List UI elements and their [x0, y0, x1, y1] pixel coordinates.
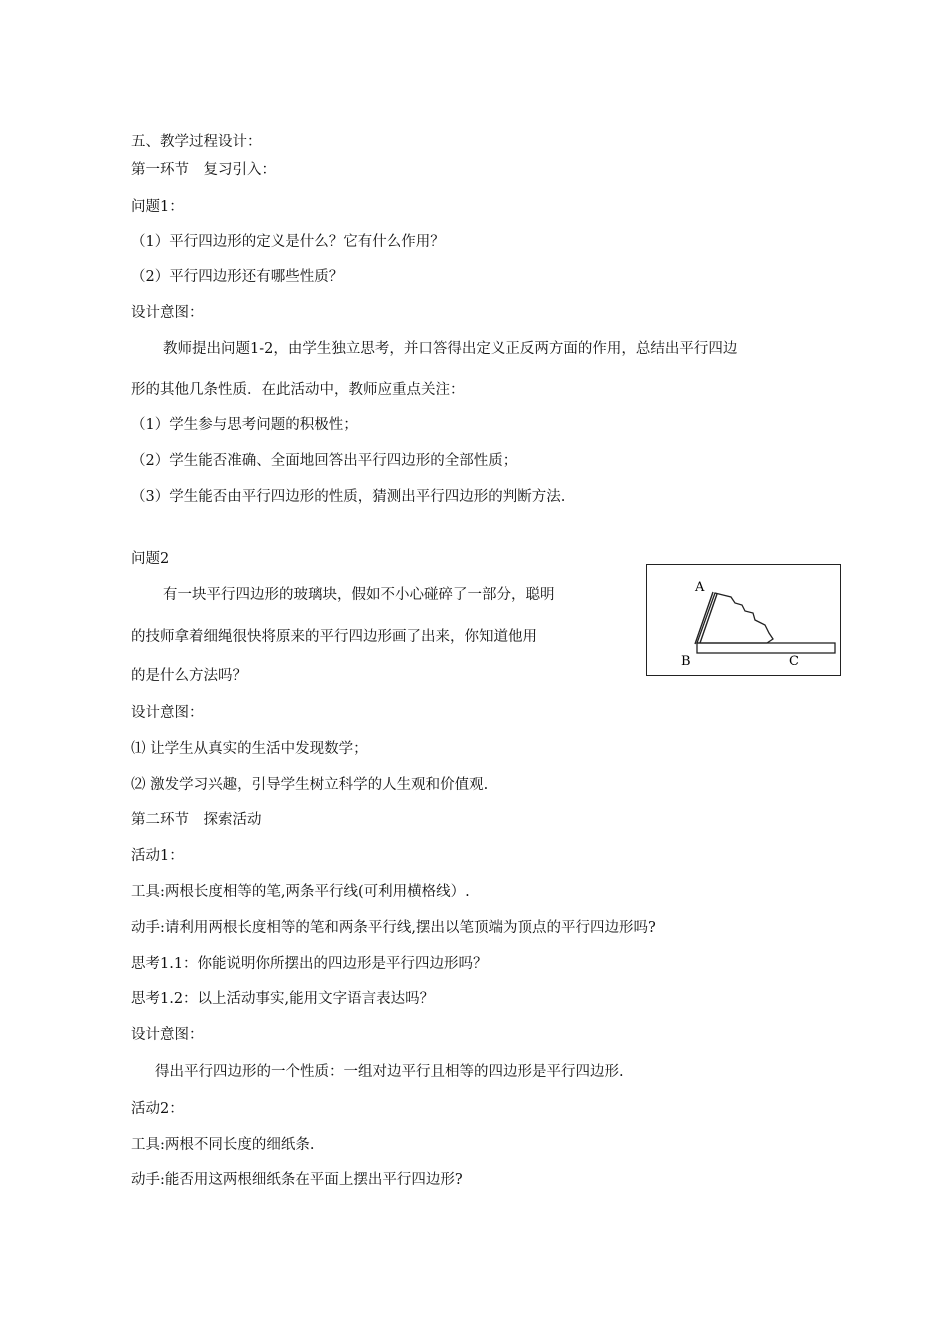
vertex-label-b: B: [681, 654, 691, 669]
edge-bc: [697, 643, 835, 653]
broken-glass-figure: [646, 564, 841, 676]
part1-heading: 第一环节 复习引入：: [131, 162, 276, 178]
vertex-label-a: A: [695, 580, 705, 595]
q2-intent-item: ⑵ 激发学习兴趣，引导学生树立科学的人生观和价值观.: [131, 777, 489, 793]
question1-item: （1）平行四边形的定义是什么？它有什么作用？: [131, 234, 445, 250]
part2-heading: 第二环节 探索活动: [131, 812, 262, 828]
activity2-title: 活动2：: [131, 1101, 184, 1117]
focus-item: （3）学生能否由平行四边形的性质，猜测出平行四边形的判断方法.: [131, 489, 566, 505]
question2-title: 问题2: [131, 551, 170, 567]
section-title: 五、教学过程设计：: [131, 134, 262, 150]
activity1-tool: 工具:两根长度相等的笔,两条平行线(可利用横格线）.: [131, 884, 470, 900]
activity2-tool: 工具:两根不同长度的细纸条.: [131, 1137, 315, 1153]
focus-item: （1）学生参与思考问题的积极性；: [131, 417, 358, 433]
parallelogram-diagram: [647, 565, 842, 677]
activity2-hands-on: 动手:能否用这两根细纸条在平面上摆出平行四边形?: [131, 1172, 463, 1188]
activity1-hands-on: 动手:请利用两根长度相等的笔和两条平行线,摆出以笔顶端为顶点的平行四边形吗?: [131, 920, 656, 936]
question1-title: 问题1：: [131, 199, 184, 215]
think-1-2: 思考1.2：以上活动事实,能用文字语言表达吗？: [131, 991, 435, 1007]
edge-ab: [695, 592, 713, 644]
intent-label: 设计意图：: [131, 305, 204, 321]
vertex-label-c: C: [789, 654, 799, 669]
part2-intent-label: 设计意图：: [131, 1027, 204, 1043]
intent-paragraph-line: 形的其他几条性质．在此活动中，教师应重点关注：: [131, 382, 465, 398]
question2-line: 的技师拿着细绳很快将原来的平行四边形画了出来，你知道他用: [131, 629, 537, 645]
part2-intent-text: 得出平行四边形的一个性质：一组对边平行且相等的四边形是平行四边形.: [155, 1064, 624, 1080]
question2-line: 有一块平行四边形的玻璃块，假如不小心碰碎了一部分，聪明: [163, 587, 555, 603]
question1-item: （2）平行四边形还有哪些性质？: [131, 269, 344, 285]
edge-ab-inner: [700, 594, 717, 643]
think-1-1: 思考1.1：你能说明你所摆出的四边形是平行四边形吗？: [131, 956, 488, 972]
focus-item: （2）学生能否准确、全面地回答出平行四边形的全部性质；: [131, 453, 518, 469]
q2-intent-label: 设计意图：: [131, 705, 204, 721]
activity1-title: 活动1：: [131, 848, 184, 864]
question2-line: 的是什么方法吗？: [131, 668, 247, 684]
q2-intent-item: ⑴ 让学生从真实的生活中发现数学；: [131, 741, 368, 757]
intent-paragraph-line: 教师提出问题1-2，由学生独立思考，并口答得出定义正反两方面的作用，总结出平行四边: [163, 341, 738, 357]
